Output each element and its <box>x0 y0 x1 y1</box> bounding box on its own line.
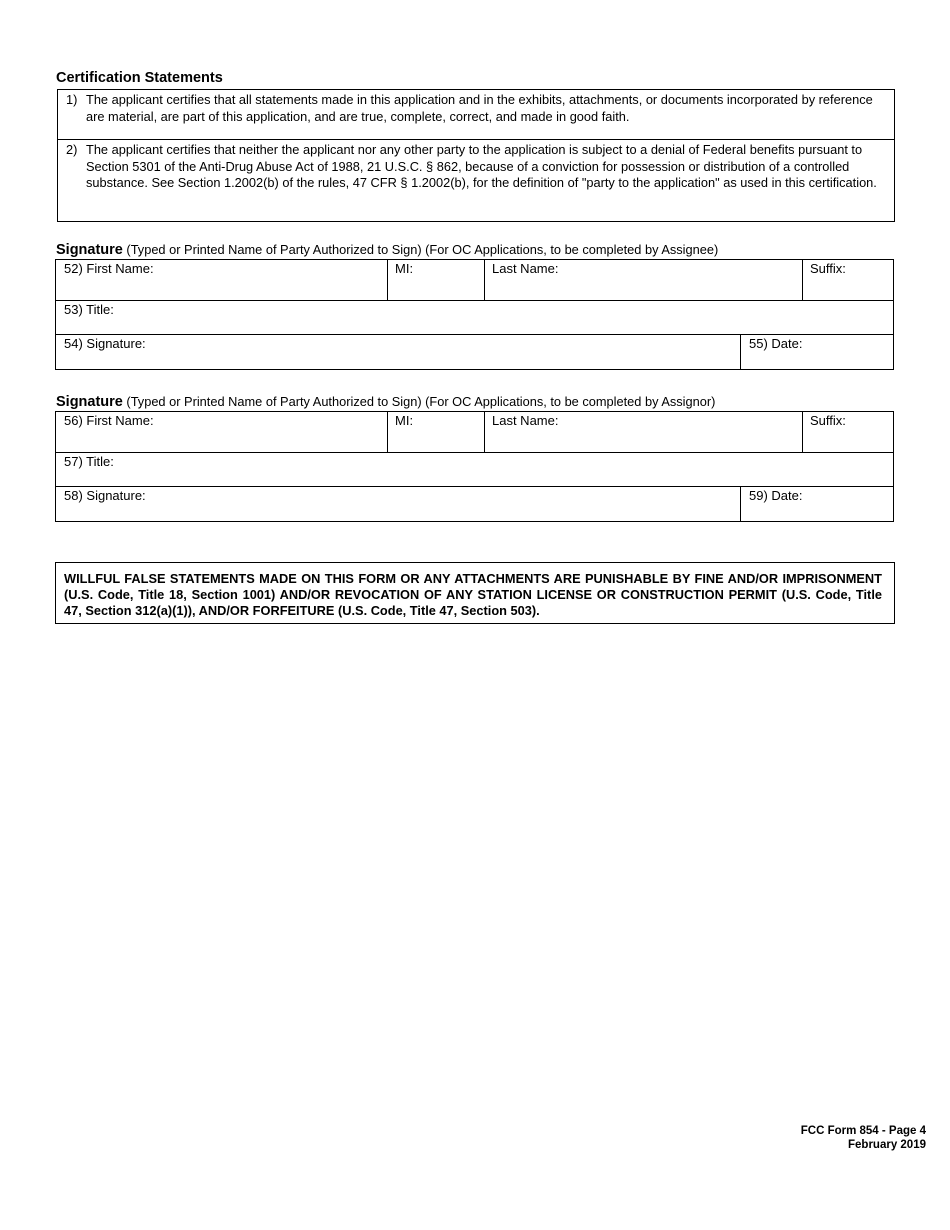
form-date-label: February 2019 <box>848 1139 926 1151</box>
first-name-label: 56) First Name: <box>64 413 154 428</box>
suffix-field[interactable] <box>802 412 894 452</box>
divider <box>740 486 741 521</box>
warning-box <box>55 562 895 624</box>
last-name-field[interactable] <box>484 260 802 300</box>
divider <box>802 412 803 452</box>
first-name-field[interactable] <box>56 260 387 300</box>
mi-field[interactable] <box>387 412 484 452</box>
mi-label: MI: <box>395 413 414 428</box>
signature-heading-bold: Signature <box>56 394 123 410</box>
mi-field[interactable] <box>387 260 484 300</box>
divider <box>387 412 388 452</box>
date-field[interactable] <box>741 335 893 369</box>
assignor-signature-heading <box>56 394 715 410</box>
divider <box>387 260 388 300</box>
signature-heading-rest: (Typed or Printed Name of Party Authorized to Sign) (For OC Applications, to be completed by Assignor) <box>122 394 716 409</box>
signature-label: 54) Signature: <box>64 336 146 351</box>
certification-item-number: 1) <box>66 92 78 107</box>
signature-heading-bold: Signature <box>56 242 123 258</box>
divider <box>484 260 485 300</box>
assignee-signature-table <box>55 259 894 370</box>
certification-item-text: The applicant certifies that neither the applicant nor any other party to the application is subject to a denial of Federal benefits pursuant to Section 5301 of the Anti-Drug Abuse Act of 1988, 21 U.S.C. § 862, because of a conviction for possession or distribution of a controlled substance. See Section 1.2002(b) of the rules, 47 CFR § 1.2002(b), for the definition of "party to the application" as used in this certification. <box>86 142 877 190</box>
page-footer <box>801 1124 926 1152</box>
assignee-signature-heading <box>56 242 718 258</box>
signature-field[interactable] <box>56 487 740 521</box>
divider <box>740 334 741 369</box>
certification-box <box>57 89 895 222</box>
divider <box>802 260 803 300</box>
certification-item <box>58 92 894 140</box>
suffix-label: Suffix: <box>810 261 846 276</box>
divider <box>56 334 893 335</box>
title-label: 53) Title: <box>64 302 114 317</box>
first-name-field[interactable] <box>56 412 387 452</box>
suffix-label: Suffix: <box>810 413 846 428</box>
certification-item-number: 2) <box>66 142 78 157</box>
divider <box>484 412 485 452</box>
signature-label: 58) Signature: <box>64 488 146 503</box>
title-field[interactable] <box>56 453 893 487</box>
title-label: 57) Title: <box>64 454 114 469</box>
mi-label: MI: <box>395 261 414 276</box>
first-name-label: 52) First Name: <box>64 261 154 276</box>
date-label: 55) Date: <box>749 336 803 351</box>
divider <box>56 452 893 453</box>
signature-heading-rest: (Typed or Printed Name of Party Authorized to Sign) (For OC Applications, to be completed by Assignee) <box>122 242 719 257</box>
last-name-label: Last Name: <box>492 261 559 276</box>
date-field[interactable] <box>741 487 893 521</box>
date-label: 59) Date: <box>749 488 803 503</box>
divider <box>56 300 893 301</box>
certification-heading: Certification Statements <box>56 70 223 86</box>
last-name-label: Last Name: <box>492 413 559 428</box>
title-field[interactable] <box>56 301 893 335</box>
divider <box>56 486 893 487</box>
suffix-field[interactable] <box>802 260 894 300</box>
form-page-label: FCC Form 854 - Page 4 <box>800 1125 926 1137</box>
certification-item-text: The applicant certifies that all statements made in this application and in the exhibits, attachments, or documents incorporated by reference are material, are part of this application, and are true, complete, correct, and made in good faith. <box>86 92 873 124</box>
certification-item <box>58 141 894 221</box>
signature-field[interactable] <box>56 335 740 369</box>
warning-text: WILLFUL FALSE STATEMENTS MADE ON THIS FORM OR ANY ATTACHMENTS ARE PUNISHABLE BY FINE AND/OR IMPRISONMENT (U.S. Code, Title 18, Section 1001) AND/OR REVOCATION OF ANY STATION LICENSE OR CONSTRUCTION PERMIT (U.S. Code, Title 47, Section 312(a)(1)), AND/OR FORFEITURE (U.S. Code, Title 47, Section 503). <box>64 571 882 618</box>
last-name-field[interactable] <box>484 412 802 452</box>
assignor-signature-table <box>55 411 894 522</box>
